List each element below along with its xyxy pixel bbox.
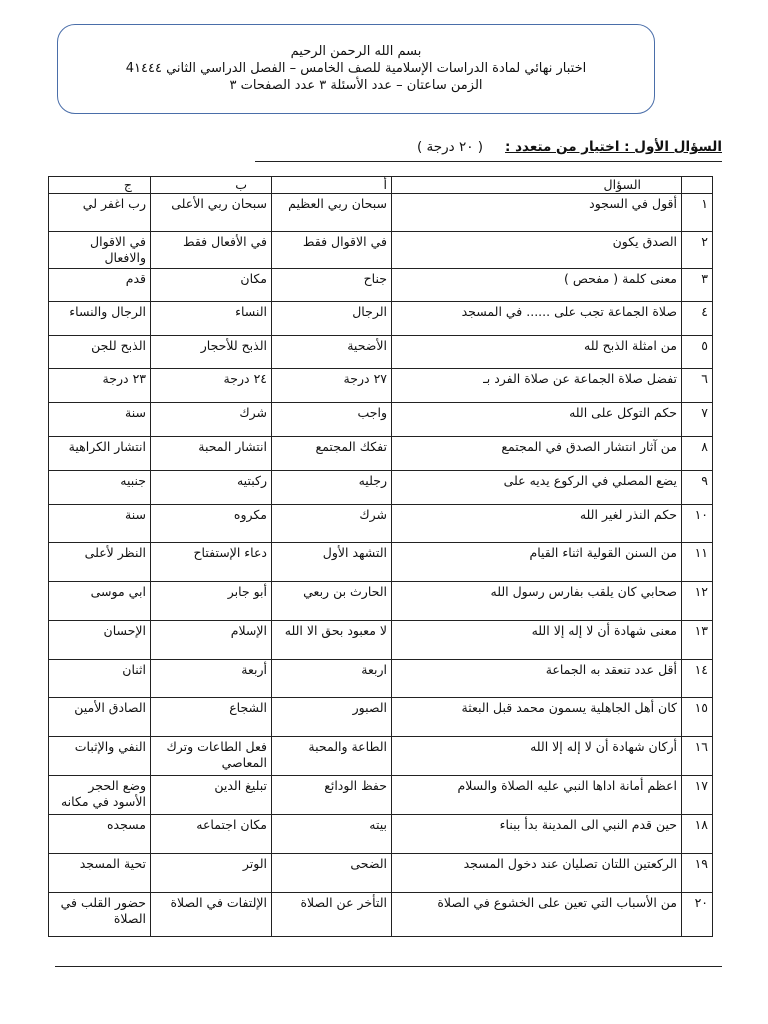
option-c-cell: ابي موسى (49, 582, 151, 621)
option-b-cell: مكان (151, 269, 272, 302)
row-number: ٩ (682, 471, 713, 505)
option-c-cell: حضور القلب في الصلاة (49, 893, 151, 937)
row-number: ١٢ (682, 582, 713, 621)
header-num (682, 177, 713, 194)
row-number: ١٩ (682, 854, 713, 893)
row-number: ٨ (682, 437, 713, 471)
option-c-cell: جنبيه (49, 471, 151, 505)
row-number: ١١ (682, 543, 713, 582)
option-a-cell: التأخر عن الصلاة (272, 893, 392, 937)
option-b-cell: مكروه (151, 505, 272, 543)
row-number: ١٤ (682, 660, 713, 698)
table-row (49, 815, 713, 854)
heading-rule (255, 161, 722, 162)
option-b-cell: دعاء الإستفتاح (151, 543, 272, 582)
question-cell: من امثلة الذبح لله (392, 336, 682, 369)
question-points: ( ٢٠ درجة ) (416, 139, 484, 155)
question-cell: الركعتين اللتان تصليان عند دخول المسجد (392, 854, 682, 893)
table-row (49, 369, 713, 403)
option-c-cell: الذبح للجن (49, 336, 151, 369)
question-cell: معنى كلمة ( مفحص ) (392, 269, 682, 302)
option-b-cell: الشجاع (151, 698, 272, 737)
option-c-cell: اثنان (49, 660, 151, 698)
row-number: ١ (682, 194, 713, 232)
question-cell: الصدق يكون (392, 232, 682, 269)
row-number: ١٠ (682, 505, 713, 543)
option-b-cell: تبليغ الدين (151, 776, 272, 815)
footer-rule (55, 966, 722, 967)
question-heading (417, 139, 722, 155)
row-number: ١٨ (682, 815, 713, 854)
option-a-cell: رجليه (272, 471, 392, 505)
table-row (49, 582, 713, 621)
table-row (49, 336, 713, 369)
option-c-cell: النفي والإثبات (49, 737, 151, 776)
option-c-cell: رب اغفر لي (49, 194, 151, 232)
question-cell: كان أهل الجاهلية يسمون محمد قبل البعثة (392, 698, 682, 737)
option-b-cell: الإسلام (151, 621, 272, 660)
table-row (49, 893, 713, 937)
exam-title: اختبار نهائي لمادة الدراسات الإسلامية للصف الخامس – الفصل الدراسي الثاني 4١٤٤٤ (125, 61, 587, 76)
question-cell: صحابي كان يلقب بفارس رسول الله (392, 582, 682, 621)
option-b-cell: في الأفعال فقط (151, 232, 272, 269)
option-b-cell: ركبتيه (151, 471, 272, 505)
option-b-cell: أربعة (151, 660, 272, 698)
question-cell: حكم النذر لغير الله (392, 505, 682, 543)
option-a-cell: الضحى (272, 854, 392, 893)
table-row (49, 737, 713, 776)
row-number: ٢٠ (682, 893, 713, 937)
option-a-cell: الرجال (272, 302, 392, 336)
table-row (49, 194, 713, 232)
multiple-choice-table (48, 176, 713, 937)
table-row (49, 698, 713, 737)
option-b-cell: مكان اجتماعه (151, 815, 272, 854)
option-c-cell: الإحسان (49, 621, 151, 660)
option-a-cell: شرك (272, 505, 392, 543)
option-c-cell: الرجال والنساء (49, 302, 151, 336)
option-a-cell: بيته (272, 815, 392, 854)
option-a-cell: جناح (272, 269, 392, 302)
row-number: ٤ (682, 302, 713, 336)
question-cell: من السنن القولية اثناء القيام (392, 543, 682, 582)
row-number: ٦ (682, 369, 713, 403)
table-row (49, 269, 713, 302)
question-cell: معنى شهادة أن لا إله إلا الله (392, 621, 682, 660)
option-c-cell: سنة (49, 403, 151, 437)
row-number: ٣ (682, 269, 713, 302)
option-b-cell: ٢٤ درجة (151, 369, 272, 403)
question-cell: اعظم أمانة اداها النبي عليه الصلاة والسلام (392, 776, 682, 815)
row-number: ٢ (682, 232, 713, 269)
table-row (49, 505, 713, 543)
header-question: السؤال (392, 177, 682, 194)
header-c: ج (49, 177, 151, 194)
option-a-cell: سبحان ربي العظيم (272, 194, 392, 232)
option-b-cell: الوتر (151, 854, 272, 893)
question-cell: يضع المصلي في الركوع يديه على (392, 471, 682, 505)
question-cell: صلاة الجماعة تجب على ...... في المسجد (392, 302, 682, 336)
option-a-cell: الطاعة والمحبة (272, 737, 392, 776)
option-c-cell: الصادق الأمين (49, 698, 151, 737)
header-a: أ (272, 177, 392, 194)
option-a-cell: التشهد الأول (272, 543, 392, 582)
option-b-cell: فعل الطاعات وترك المعاصي (151, 737, 272, 776)
basmala: بسم الله الرحمن الرحيم (290, 44, 422, 59)
row-number: ٧ (682, 403, 713, 437)
option-b-cell: النساء (151, 302, 272, 336)
table-row (49, 403, 713, 437)
option-a-cell: واجب (272, 403, 392, 437)
option-a-cell: تفكك المجتمع (272, 437, 392, 471)
row-number: ١٣ (682, 621, 713, 660)
table-row (49, 660, 713, 698)
option-b-cell: سبحان ربي الأعلى (151, 194, 272, 232)
option-c-cell: سنة (49, 505, 151, 543)
option-c-cell: النظر لأعلى (49, 543, 151, 582)
option-a-cell: في الاقوال فقط (272, 232, 392, 269)
option-b-cell: الذبح للأحجار (151, 336, 272, 369)
question-cell: من آثار انتشار الصدق في المجتمع (392, 437, 682, 471)
question-cell: حين قدم النبي الى المدينة بدأ ببناء (392, 815, 682, 854)
option-a-cell: الصبور (272, 698, 392, 737)
question-cell: أركان شهادة أن لا إله إلا الله (392, 737, 682, 776)
option-a-cell: حفظ الودائع (272, 776, 392, 815)
table-row (49, 232, 713, 269)
option-c-cell: في الاقوال والافعال (49, 232, 151, 269)
option-b-cell: أبو جابر (151, 582, 272, 621)
table-row (49, 437, 713, 471)
question-label: السؤال الأول : اختيار من متعدد : (505, 139, 722, 155)
option-a-cell: الأضحية (272, 336, 392, 369)
exam-info: الزمن ساعتان – عدد الأسئلة ٣ عدد الصفحات ٣ (229, 78, 483, 93)
table-row (49, 621, 713, 660)
table-row (49, 543, 713, 582)
option-c-cell: قدم (49, 269, 151, 302)
table-header-row (49, 177, 713, 194)
option-b-cell: شرك (151, 403, 272, 437)
option-c-cell: انتشار الكراهية (49, 437, 151, 471)
table-row (49, 854, 713, 893)
option-a-cell: الحارث بن ربعي (272, 582, 392, 621)
option-c-cell: ٢٣ درجة (49, 369, 151, 403)
row-number: ١٥ (682, 698, 713, 737)
question-cell: أقل عدد تنعقد به الجماعة (392, 660, 682, 698)
table-row (49, 471, 713, 505)
option-c-cell: تحية المسجد (49, 854, 151, 893)
question-cell: من الأسباب التي تعين على الخشوع في الصلاة (392, 893, 682, 937)
question-cell: تفضل صلاة الجماعة عن صلاة الفرد بـ (392, 369, 682, 403)
question-cell: أقول في السجود (392, 194, 682, 232)
option-a-cell: لا معبود بحق الا الله (272, 621, 392, 660)
question-cell: حكم التوكل على الله (392, 403, 682, 437)
option-a-cell: ٢٧ درجة (272, 369, 392, 403)
option-c-cell: وضع الحجر الأسود في مكانه (49, 776, 151, 815)
table-row (49, 776, 713, 815)
option-a-cell: اربعة (272, 660, 392, 698)
exam-header-box (57, 24, 655, 114)
option-b-cell: الإلتفات في الصلاة (151, 893, 272, 937)
table-row (49, 302, 713, 336)
option-c-cell: مسجده (49, 815, 151, 854)
row-number: ٥ (682, 336, 713, 369)
option-b-cell: انتشار المحبة (151, 437, 272, 471)
row-number: ١٦ (682, 737, 713, 776)
row-number: ١٧ (682, 776, 713, 815)
header-b: ب (151, 177, 272, 194)
